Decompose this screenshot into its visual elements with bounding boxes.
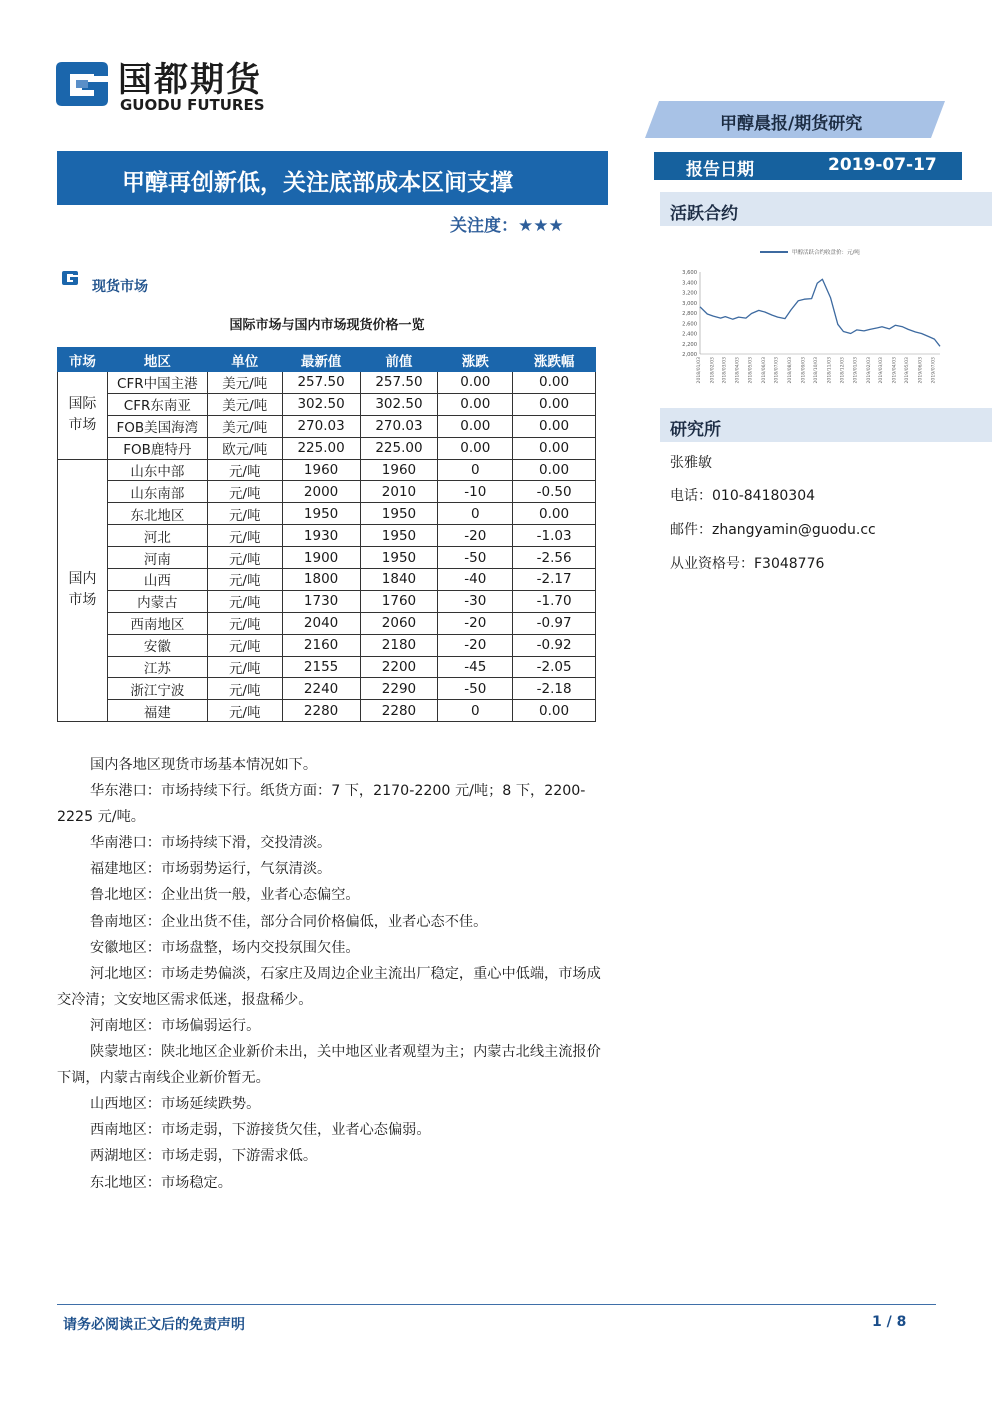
table-cell: 2000 — [282, 481, 360, 503]
y-tick-label: 3,400 — [682, 280, 697, 287]
analyst-email: 邮件：zhangyamin@guodu.cc — [670, 522, 876, 538]
active-contract-title: 活跃合约 — [670, 204, 738, 224]
x-tick-label: 2018/02/03 — [710, 357, 716, 384]
table-cell: -20 — [438, 634, 513, 656]
table-cell: 257.50 — [360, 372, 438, 394]
table-cell: 1950 — [282, 503, 360, 525]
x-tick-label: 2018/06/03 — [761, 357, 767, 384]
table-cell: 2155 — [282, 656, 360, 678]
research-title: 研究所 — [670, 420, 721, 440]
x-tick-label: 2018/04/03 — [735, 357, 741, 384]
commentary-paragraph: 山西地区：市场延续跌势。 — [90, 1096, 261, 1113]
table-cell: 内蒙古 — [107, 590, 207, 612]
table-cell: 元/吨 — [207, 590, 282, 612]
table-cell: CFR中国主港 — [107, 372, 207, 394]
commentary-paragraph: 国内各地区现货市场基本情况如下。 — [90, 757, 318, 773]
analyst-name: 张雅敏 — [670, 455, 712, 471]
y-tick-label: 2,400 — [682, 331, 697, 338]
table-cell: 2240 — [282, 678, 360, 700]
table-row — [58, 415, 596, 437]
table-cell: 元/吨 — [207, 678, 282, 700]
table-cell: 元/吨 — [207, 503, 282, 525]
y-tick-label: 3,000 — [682, 300, 697, 307]
x-tick-label: 2018/12/03 — [840, 357, 846, 384]
table-row — [58, 590, 596, 612]
commentary-paragraph: 河南地区：市场偏弱运行。 — [90, 1017, 261, 1034]
report-type: 甲醇晨报/期货研究 — [720, 114, 863, 134]
table-cell: 元/吨 — [207, 700, 282, 722]
table-row — [58, 503, 596, 525]
table-cell: 2200 — [360, 656, 438, 678]
table-cell: 1800 — [282, 569, 360, 591]
commentary-paragraph: 鲁北地区：企业出货一般，业者心态偏空。 — [90, 887, 360, 904]
commentary-paragraph: 陕蒙地区：陕北地区企业新价未出，关中地区业者观望为主；内蒙古北线主流报价下调，内蒙古南线企业新价暂无。 — [57, 1044, 601, 1087]
table-cell: 浙江宁波 — [107, 678, 207, 700]
table-cell: 0.00 — [438, 372, 513, 394]
table-caption: 国际市场与国内市场现货价格一览 — [229, 318, 425, 333]
x-tick-label: 2019/01/03 — [853, 357, 859, 384]
commentary-paragraph: 两湖地区：市场走弱，下游需求低。 — [90, 1148, 318, 1165]
table-row — [58, 612, 596, 634]
table-cell: -1.03 — [513, 525, 596, 547]
table-cell: -20 — [438, 612, 513, 634]
table-cell: -0.92 — [513, 634, 596, 656]
table-cell: -2.18 — [513, 678, 596, 700]
x-tick-label: 2018/01/03 — [697, 357, 702, 384]
spot-price-table — [57, 347, 596, 722]
table-row — [58, 678, 596, 700]
table-cell: 2280 — [360, 700, 438, 722]
active-contract-price-chart — [672, 242, 950, 402]
table-cell: 302.50 — [282, 393, 360, 415]
guodu-logo-icon — [52, 54, 112, 114]
table-cell: 福建 — [107, 700, 207, 722]
table-row — [58, 634, 596, 656]
table-cell: -20 — [438, 525, 513, 547]
table-row — [58, 372, 596, 394]
legend-label: 甲醇活跃合约收盘价：元/吨 — [792, 250, 860, 256]
table-cell: -45 — [438, 656, 513, 678]
x-tick-label: 2019/02/03 — [867, 357, 873, 384]
footer-divider — [57, 1304, 936, 1305]
brand-name-en: GUODU FUTURES — [120, 96, 265, 114]
y-tick-label: 3,200 — [682, 290, 697, 297]
table-cell: 东北地区 — [107, 503, 207, 525]
table-cell: 0 — [438, 700, 513, 722]
table-row — [58, 569, 596, 591]
x-tick-label: 2018/03/03 — [722, 357, 728, 384]
y-tick-label: 2,200 — [682, 341, 697, 348]
table-cell: -2.56 — [513, 547, 596, 569]
table-row — [58, 393, 596, 415]
page-number: 1 / 8 — [872, 1314, 907, 1330]
table-cell: -50 — [438, 678, 513, 700]
column-header: 涨跌 — [438, 348, 513, 372]
table-cell: 0 — [438, 503, 513, 525]
commentary-paragraph: 鲁南地区：企业出货不佳，部分合同价格偏低，业者心态不佳。 — [90, 913, 488, 930]
table-cell: -2.05 — [513, 656, 596, 678]
table-row — [58, 547, 596, 569]
table-cell: 1950 — [360, 503, 438, 525]
table-cell: 安徽 — [107, 634, 207, 656]
table-cell: 0.00 — [513, 459, 596, 481]
table-cell: -0.50 — [513, 481, 596, 503]
table-cell: 0.00 — [513, 700, 596, 722]
table-cell: 山东中部 — [107, 459, 207, 481]
table-cell: 元/吨 — [207, 481, 282, 503]
table-cell: 元/吨 — [207, 547, 282, 569]
table-cell: 0.00 — [438, 393, 513, 415]
table-cell: 270.03 — [360, 415, 438, 437]
y-tick-label: 2,600 — [682, 321, 697, 328]
x-tick-label: 2019/07/03 — [931, 357, 937, 384]
table-cell: 1960 — [360, 459, 438, 481]
table-cell: 元/吨 — [207, 612, 282, 634]
attention-label: 关注度： — [450, 216, 518, 236]
analyst-license: 从业资格号：F3048776 — [670, 556, 825, 572]
report-title: 甲醇再创新低，关注底部成本区间支撑 — [122, 170, 513, 196]
table-cell: 1760 — [360, 590, 438, 612]
x-tick-label: 2018/07/03 — [774, 357, 780, 384]
column-header: 前值 — [360, 348, 438, 372]
table-cell: 河北 — [107, 525, 207, 547]
x-tick-label: 2018/08/03 — [788, 357, 794, 384]
table-cell: 1840 — [360, 569, 438, 591]
y-tick-label: 3,600 — [682, 270, 697, 276]
table-cell: 元/吨 — [207, 569, 282, 591]
table-cell: 0.00 — [513, 372, 596, 394]
table-cell: 0.00 — [438, 437, 513, 459]
table-cell: 西南地区 — [107, 612, 207, 634]
table-cell: -1.70 — [513, 590, 596, 612]
table-cell: 2180 — [360, 634, 438, 656]
table-cell: 0.00 — [513, 393, 596, 415]
table-cell: -2.17 — [513, 569, 596, 591]
table-cell: 元/吨 — [207, 525, 282, 547]
table-cell: 2160 — [282, 634, 360, 656]
table-cell: -50 — [438, 547, 513, 569]
table-cell: 山西 — [107, 569, 207, 591]
disclaimer-link[interactable]: 请务必阅读正文后的免责声明 — [63, 1317, 245, 1333]
table-cell: 元/吨 — [207, 459, 282, 481]
commentary-paragraph: 河北地区：市场走势偏淡，石家庄及周边企业主流出厂稳定，重心中低端，市场成交冷清；文安地区需求低迷，报盘稀少。 — [57, 965, 601, 1008]
section-bullet-icon — [60, 268, 80, 288]
table-cell: 山东南部 — [107, 481, 207, 503]
table-cell: 0 — [438, 459, 513, 481]
table-cell: 1930 — [282, 525, 360, 547]
table-cell: -40 — [438, 569, 513, 591]
table-cell: 0.00 — [438, 415, 513, 437]
table-cell: CFR东南亚 — [107, 393, 207, 415]
attention-rating — [450, 211, 564, 236]
column-header: 地区 — [107, 348, 207, 372]
spot-market-title: 现货市场 — [92, 279, 148, 295]
market-group-label: 国际 市场 — [58, 372, 108, 460]
x-tick-label: 2018/10/03 — [814, 357, 820, 384]
table-cell: 河南 — [107, 547, 207, 569]
table-cell: 0.00 — [513, 503, 596, 525]
column-header: 市场 — [58, 348, 108, 372]
brand-name-cn: 国都期货 — [118, 60, 262, 100]
commentary-paragraph: 华东港口：市场持续下行。纸货方面：7 下，2170-2200 元/吨；8 下，2200-2225 元/吨。 — [57, 783, 586, 826]
table-cell: 257.50 — [282, 372, 360, 394]
table-cell: 元/吨 — [207, 634, 282, 656]
commentary-paragraph: 西南地区：市场走弱，下游接货欠佳，业者心态偏弱。 — [90, 1122, 431, 1139]
table-cell: 2280 — [282, 700, 360, 722]
table-row — [58, 656, 596, 678]
table-cell: 欧元/吨 — [207, 437, 282, 459]
table-cell: 1900 — [282, 547, 360, 569]
analyst-phone: 电话：010-84180304 — [670, 488, 816, 504]
table-cell: 2290 — [360, 678, 438, 700]
table-row — [58, 525, 596, 547]
report-date-label: 报告日期 — [686, 160, 754, 180]
table-cell: 1950 — [360, 547, 438, 569]
table-cell: 302.50 — [360, 393, 438, 415]
table-cell: 美元/吨 — [207, 415, 282, 437]
table-row — [58, 459, 596, 481]
table-cell: 美元/吨 — [207, 393, 282, 415]
table-cell: FOB鹿特丹 — [107, 437, 207, 459]
table-header-row — [58, 348, 596, 372]
commentary-paragraph: 安徽地区：市场盘整，场内交投氛围欠佳。 — [90, 939, 360, 956]
table-cell: 225.00 — [282, 437, 360, 459]
column-header: 最新值 — [282, 348, 360, 372]
table-cell: 0.00 — [513, 437, 596, 459]
x-tick-label: 2019/03/03 — [879, 357, 885, 384]
table-cell: 2010 — [360, 481, 438, 503]
table-cell: 2060 — [360, 612, 438, 634]
table-cell: -30 — [438, 590, 513, 612]
x-tick-label: 2019/04/03 — [892, 357, 898, 384]
commentary-paragraph: 东北地区：市场稳定。 — [90, 1174, 232, 1191]
y-tick-label: 2,000 — [682, 352, 697, 358]
table-cell: 美元/吨 — [207, 372, 282, 394]
x-tick-label: 2018/05/03 — [748, 357, 754, 384]
commentary-paragraph: 福建地区：市场弱势运行，气氛清淡。 — [90, 861, 332, 878]
market-group-label: 国内 市场 — [58, 459, 108, 722]
x-tick-label: 2018/11/03 — [827, 357, 833, 384]
table-row — [58, 700, 596, 722]
report-date-value: 2019-07-17 — [828, 155, 937, 175]
table-cell: 1950 — [360, 525, 438, 547]
commentary-paragraph: 华南港口：市场持续下滑，交投清淡。 — [90, 835, 332, 852]
table-cell: 270.03 — [282, 415, 360, 437]
table-cell: 225.00 — [360, 437, 438, 459]
table-cell: 元/吨 — [207, 656, 282, 678]
column-header: 涨跌幅 — [513, 348, 596, 372]
table-cell: 2040 — [282, 612, 360, 634]
price-series-line — [700, 279, 940, 346]
table-cell: -10 — [438, 481, 513, 503]
table-cell: 1960 — [282, 459, 360, 481]
market-commentary — [57, 752, 602, 1196]
table-cell: 江苏 — [107, 656, 207, 678]
table-cell: FOB美国海湾 — [107, 415, 207, 437]
table-row — [58, 437, 596, 459]
x-tick-label: 2019/05/03 — [905, 357, 911, 384]
attention-stars: ★★★ — [518, 216, 564, 236]
column-header: 单位 — [207, 348, 282, 372]
table-cell: -0.97 — [513, 612, 596, 634]
y-tick-label: 2,800 — [682, 311, 697, 317]
table-row — [58, 481, 596, 503]
x-tick-label: 2019/06/03 — [918, 357, 924, 384]
table-cell: 1730 — [282, 590, 360, 612]
table-cell: 0.00 — [513, 415, 596, 437]
x-tick-label: 2018/09/03 — [801, 357, 807, 384]
